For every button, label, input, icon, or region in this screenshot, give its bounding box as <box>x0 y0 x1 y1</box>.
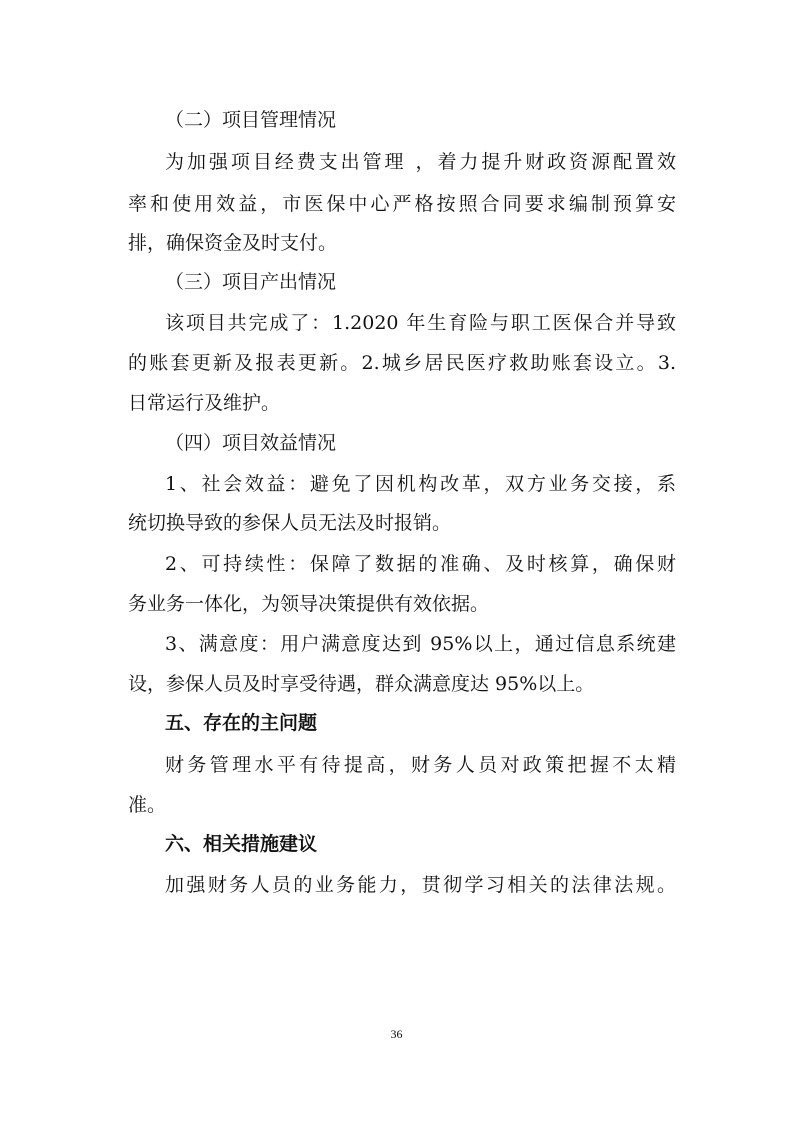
subheading-project-management: （二）项目管理情况 <box>165 109 337 131</box>
paragraph-line: 财务管理水平有待提高，财务人员对政策把握不太精 <box>165 754 676 776</box>
paragraph-line: 为加强项目经费支出管理 ，着力提升财政资源配置效 <box>165 151 676 173</box>
page-number: 36 <box>390 1027 403 1041</box>
paragraph-line: 统切换导致的参保人员无法及时报销。 <box>128 512 452 534</box>
paragraph-line: 率和使用效益，市医保中心严格按照合同要求编制预算安 <box>128 193 676 215</box>
paragraph-line: 务业务一体化，为领导决策提供有效依据。 <box>128 593 490 615</box>
paragraph-line: 2、可持续性：保障了数据的准确、及时核算，确保财 <box>165 553 676 575</box>
paragraph-line: 的账套更新及报表更新。2.城乡居民医疗救助账套设立。3. <box>128 352 676 374</box>
paragraph-line: 准。 <box>128 794 167 816</box>
paragraph-line: 日常运行及维护。 <box>128 392 281 414</box>
section-heading-recommendations: 六、相关措施建议 <box>165 833 318 855</box>
paragraph-line: 排，确保资金及时支付。 <box>128 232 338 254</box>
section-heading-existing-problems: 五、存在的主问题 <box>165 712 318 734</box>
paragraph-line: 设，参保人员及时享受待遇，群众满意度达 95%以上。 <box>128 673 595 695</box>
paragraph-line: 加强财务人员的业务能力，贯彻学习相关的法律法规。 <box>165 874 676 896</box>
paragraph-line: 1、社会效益：避免了因机构改革，双方业务交接，系 <box>165 473 676 495</box>
subheading-project-benefit: （四）项目效益情况 <box>165 432 337 454</box>
paragraph-line: 3、满意度：用户满意度达到 95%以上，通过信息系统建 <box>165 633 676 655</box>
paragraph-line: 该项目共完成了：1.2020 年生育险与职工医保合并导致 <box>165 312 676 334</box>
subheading-project-output: （三）项目产出情况 <box>165 271 337 293</box>
